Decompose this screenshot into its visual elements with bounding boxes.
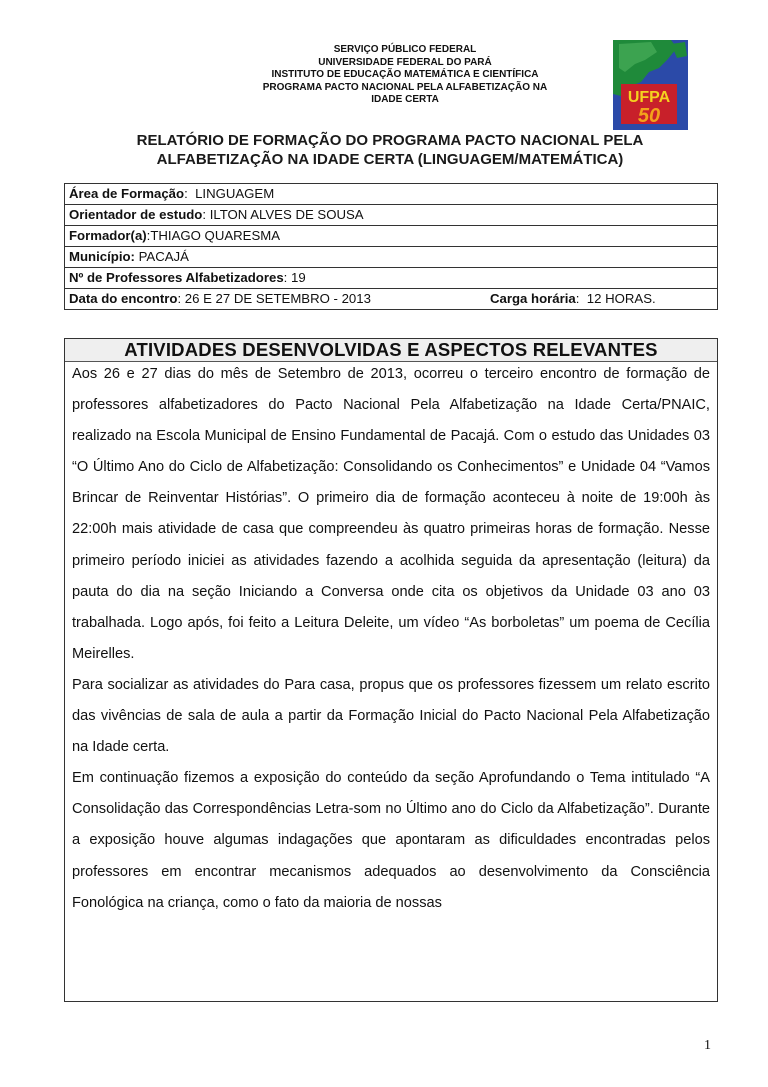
formador-label: Formador(a) — [69, 228, 147, 243]
header-line-4: PROGRAMA PACTO NACIONAL PELA ALFABETIZAÇÃO NA — [262, 81, 548, 93]
activities-paragraph-3: Em continuação fizemos a exposição do conteúdo da seção Aprofundando o Tema intitulado “A Consolidação das Correspondências Letra-som no Último ano do Ciclo da Alfabetização”. Durante a exposição houve algumas indagações que apontaram as dificuldades encontradas pelos professores em encontrar mecanismos adequados ao desenvolvimento da Consciência Fonológica na criança, como o fato da maioria de nossas — [72, 770, 710, 911]
carga-sep: : — [575, 291, 587, 306]
carga-horaria — [490, 289, 656, 309]
professores-value: 19 — [291, 270, 306, 285]
institution-header — [210, 44, 600, 107]
page-number: 1 — [704, 1038, 711, 1053]
professores-label: Nº de Professores Alfabetizadores — [69, 270, 284, 285]
activities-body — [65, 359, 717, 919]
activities-paragraph-2: Para socializar as atividades do Para casa, propus que os professores fizessem um relato escrito das vivências de sala de aula a partir da Formação Inicial do Pacto Nacional Pela Alfabetização na Idade certa. — [72, 676, 710, 756]
area-sep: : — [184, 186, 196, 201]
info-row-formador — [65, 226, 718, 247]
activities-section — [64, 338, 718, 1002]
formador-sep: : — [146, 228, 151, 243]
info-row-area — [65, 184, 718, 205]
orientador-value: ILTON ALVES DE SOUSA — [209, 207, 364, 222]
ufpa-50-logo — [611, 38, 690, 132]
header-line-3: INSTITUTO DE EDUCAÇÃO MATEMÁTICA E CIENTÍFICA — [271, 69, 539, 80]
municipio-value: PACAJÁ — [138, 249, 189, 264]
info-row-data-carga — [65, 289, 718, 310]
header-line-2: UNIVERSIDADE FEDERAL DO PARÁ — [318, 56, 492, 68]
area-label: Área de Formação — [69, 186, 185, 201]
report-title — [90, 131, 690, 169]
orientador-sep: : — [202, 207, 210, 222]
professores-sep: : — [283, 270, 291, 285]
info-row-municipio — [65, 247, 718, 268]
formador-value: THIAGO QUARESMA — [150, 228, 281, 243]
orientador-label: Orientador de estudo — [69, 207, 203, 222]
logo-text-50: 50 — [637, 105, 661, 127]
logo-text-ufpa: UFPA — [627, 89, 671, 106]
report-title-line-2: ALFABETIZAÇÃO NA IDADE CERTA (LINGUAGEM/MATEMÁTICA) — [156, 151, 624, 168]
header-line-1: SERVIÇO PÚBLICO FEDERAL — [333, 44, 477, 55]
report-title-line-1: RELATÓRIO DE FORMAÇÃO DO PROGRAMA PACTO NACIONAL PELA — [136, 132, 644, 149]
header-line-5: IDADE CERTA — [371, 94, 439, 105]
carga-value: 12 HORAS. — [586, 291, 656, 306]
activities-paragraph-1: Aos 26 e 27 dias do mês de Setembro de 2013, ocorreu o terceiro encontro de formação de professores alfabetizadores do Pacto Nacional Pela Alfabetização na Idade Certa/PNAIC, realizado na Escola Municipal de Ensino Fundamental de Pacajá. Com o estudo das Unidades 03 “O Último Ano do Ciclo de Alfabetização: Consolidando os Conhecimentos” e Unidade 04 “Vamos Brincar de Reinventar Histórias”. O primeiro dia de formação aconteceu à noite de 19:00h às 22:00h mais atividade de casa que compreendeu às quatro primeiras horas de formação. Nesse primeiro período iniciei as atividades fazendo a acolhida seguida da apresentação (leitura) da pauta do dia na seção Iniciando a Conversa onde cita os objetivos da Unidade 03 ano 03 trabalhada. Logo após, foi feito a Leitura Deleite, um vídeo “As borboletas” um poema de Cecília Meirelles. — [72, 366, 710, 662]
carga-label: Carga horária — [490, 291, 576, 306]
data-value: 26 E 27 DE SETEMBRO - 2013 — [184, 291, 371, 306]
municipio-label: Município: — [69, 249, 135, 264]
area-value: LINGUAGEM — [195, 186, 275, 201]
activities-title: ATIVIDADES DESENVOLVIDAS E ASPECTOS RELEVANTES — [65, 339, 717, 362]
info-row-professores — [65, 268, 718, 289]
info-table — [64, 183, 718, 310]
data-sep: : — [177, 291, 185, 306]
info-row-orientador — [65, 205, 718, 226]
data-label: Data do encontro — [69, 291, 178, 306]
